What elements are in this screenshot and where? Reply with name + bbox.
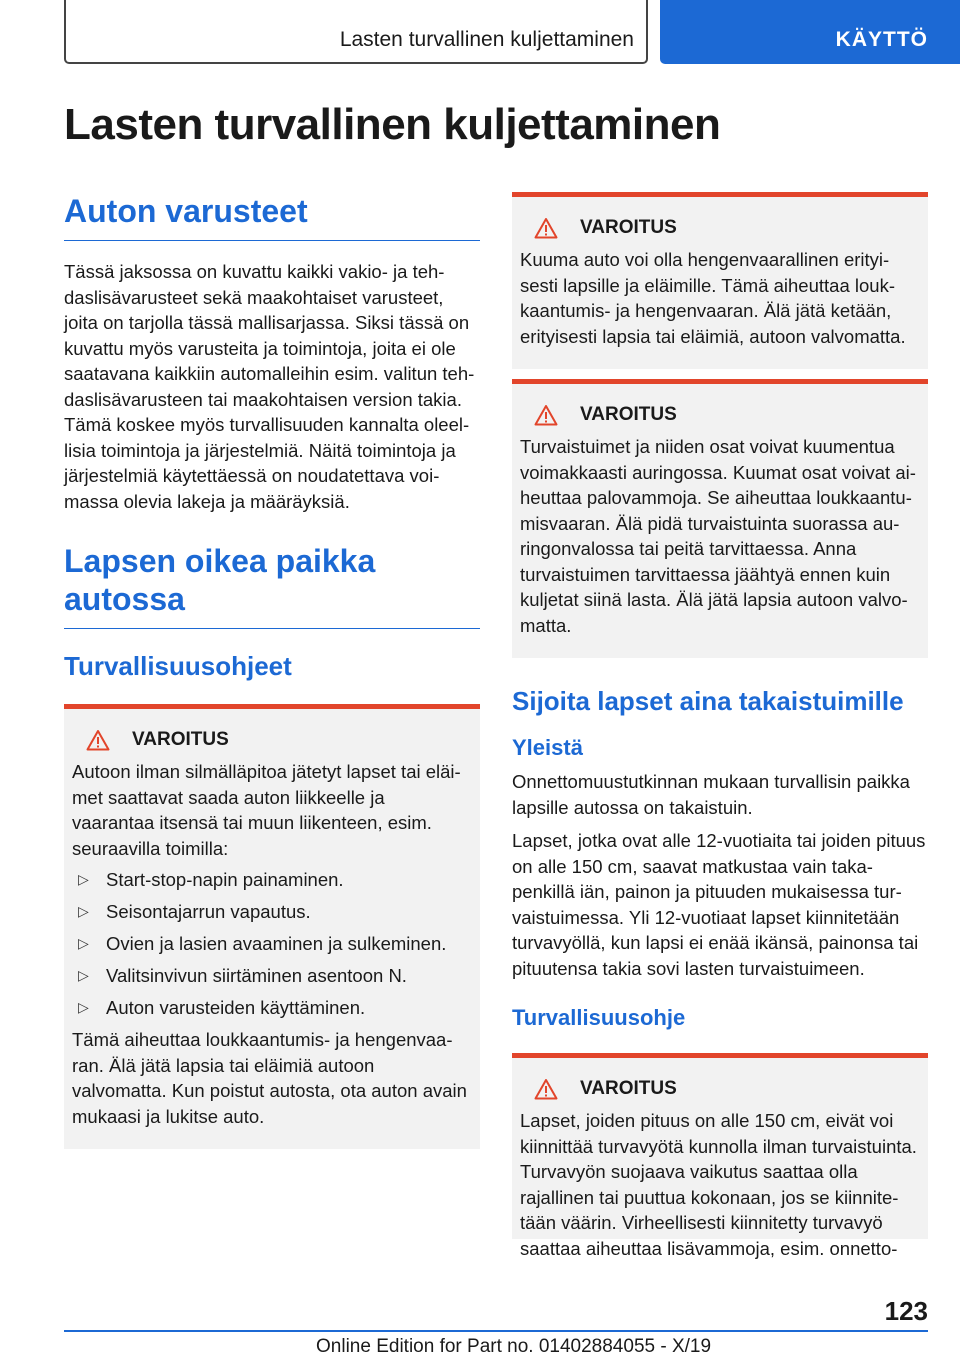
paragraph-equipment: Tässä jaksossa on kuvattu kaikki vakio- ja tehdaslisävarusteet sekä maakohtaiset varusteet, joita on tarjolla tässä mallisarjassa. Siksi tässä on kuvattu myös varusteita ja toimintoja, joita ei ole saatavana kaikkiin automalleihin esim. valitun tehdaslisävarusteen tai maakohtaisen version takia. Tämä koskee myös turvallisuuden kannalta oleellisia toimintoja ja järjestelmiä. Näitä toimintoja ja järjestelmiä käytettäessä on noudatettava voimassa olevia lakeja ja määräyksiä.: [64, 261, 475, 512]
warning-text: Lapset, joiden pituus on alle 150 cm, eivät voi kiinnittää turvavyötä kunnolla ilman turvaistuinta. Turvavyön suojaava vaikutus saattaa olla rajallinen tai puuttua kokonaan, jos se kiinnitetään väärin. Virheellisesti kiinnitetty turvavyö saattaa aiheuttaa lisävammoja, esim. onnetto-: [520, 1110, 917, 1259]
header-section-title: Lasten turvallinen kuljettaminen: [339, 28, 634, 51]
heading-turvallisuusohjeet: Turvallisuusohjeet: [64, 651, 292, 681]
heading-auton-varusteet: Auton varusteet: [64, 192, 480, 241]
heading-turvallisuusohje: Turvallisuusohje: [512, 1005, 686, 1030]
warning-triangle-icon: [86, 729, 110, 751]
triangle-bullet-icon: ▷: [78, 935, 89, 951]
triangle-bullet-icon: ▷: [78, 967, 89, 983]
triangle-bullet-icon: ▷: [78, 871, 89, 887]
footer-edition: Online Edition for Part no. 01402884055 - X/19: [316, 1336, 712, 1357]
header-section-box: [64, 0, 648, 64]
warning-title: [72, 727, 472, 753]
warning-text: Turvaistuimet ja niiden osat voivat kuumentua voimakkaasti auringossa. Kuumat osat voivat aiheuttaa palovammoja. Se aiheuttaa loukkaantumisvaaran. Älä pidä turvaistuinta suorassa auringonvalossa tai peitä tarvittaessa. Anna turvaistuimen tarvittaessa jäähtyä ennen kuin kuljetat siinä lasta. Älä jätä lapsia autoon valvomatta.: [520, 436, 916, 636]
paragraph-general-1: Onnettomuustutkinnan mukaan turvallisin paikka lapsille autossa on takaistuin.: [512, 771, 910, 818]
warning-intro: Autoon ilman silmälläpitoa jätetyt lapset tai eläimet saattavat saada auton liikkeelle ja vaarantaa itsensä tai muun liikenteen, esim. seuraavilla toimilla:: [72, 761, 461, 859]
warning-triangle-icon: [534, 1078, 558, 1100]
list-item: ▷ Auton varusteiden käyttäminen.: [72, 995, 472, 1021]
paragraph-general-2: Lapset, jotka ovat alle 12-vuotiaita tai joiden pituus on alle 150 cm, saavat matkustaa vain takapenkillä iän, painon ja pituuden mukaisessa turvaistuimessa. Yli 12-vuotiaat lapset kiinnitetään turvavyöllä, kun lapsi ei enää ikänsä, painonsa tai pituutensa takia sovi lasten turvaistuimeen.: [512, 830, 926, 979]
warning-list: [72, 867, 472, 1021]
warning-title: [520, 1076, 920, 1102]
warning-title: [520, 215, 920, 241]
warning-title-text: VAROITUS: [580, 217, 677, 238]
warning-title-text: VAROITUS: [580, 1078, 677, 1099]
warning-outro: Tämä aiheuttaa loukkaantumis- ja hengenvaaran. Älä jätä lapsia tai eläimiä autoon valvomatta. Kun poistut autosta, ota auton avain mukaasi ja lukitse auto.: [72, 1029, 467, 1127]
header-chapter-tab[interactable]: [660, 0, 960, 64]
heading-yleista: Yleistä: [512, 735, 583, 760]
heading-takaistuimille: Sijoita lapset aina takaistuimille: [512, 686, 904, 716]
header-chapter-label: KÄYTTÖ: [835, 28, 928, 51]
list-item: ▷ Start-stop-napin painaminen.: [72, 867, 472, 893]
list-item: ▷ Ovien ja lasien avaaminen ja sulkeminen.: [72, 931, 472, 957]
warning-box-hot-seat: [512, 379, 928, 658]
list-item: ▷ Valitsinvivun siirtäminen asentoon N.: [72, 963, 472, 989]
warning-box-seatbelt: [512, 1053, 928, 1259]
warning-box-unattended: [64, 704, 480, 1149]
warning-triangle-icon: [534, 404, 558, 426]
triangle-bullet-icon: ▷: [78, 999, 89, 1015]
page-title: Lasten turvallinen kuljettaminen: [64, 100, 721, 149]
right-column: [512, 192, 928, 1259]
warning-text: Kuuma auto voi olla hengenvaarallinen erityisesti lapsille ja eläimille. Tämä aiheuttaa loukkaantumis- ja hengenvaaran. Älä jätä ketään, erityisesti lapsia tai eläimiä, autoon valvomatta.: [520, 249, 906, 347]
page-number: 123: [884, 1296, 928, 1326]
heading-lapsen-paikka: Lapsen oikea paikka autossa: [64, 542, 480, 629]
footer-edition-line: [316, 1336, 711, 1358]
list-item: ▷ Seisontajarrun vapautus.: [72, 899, 472, 925]
left-column: [64, 192, 480, 1149]
warning-triangle-icon: [534, 217, 558, 239]
triangle-bullet-icon: ▷: [78, 903, 89, 919]
warning-box-hot-car: [512, 192, 928, 369]
warning-title: [520, 402, 920, 428]
warning-title-text: VAROITUS: [580, 404, 677, 425]
footer-divider: [64, 1330, 928, 1332]
warning-title-text: VAROITUS: [132, 729, 229, 750]
